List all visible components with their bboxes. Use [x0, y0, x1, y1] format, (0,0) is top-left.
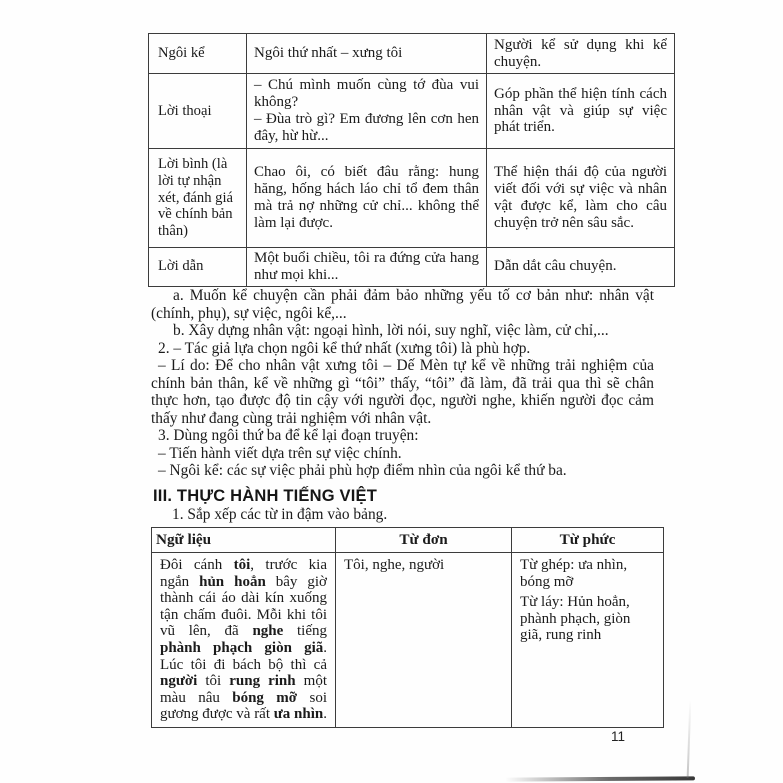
row-effect: Dẫn dắt câu chuyện. — [487, 248, 675, 287]
page-edge-shadow-bottom — [505, 776, 695, 781]
dialogue-line: – Chú mình muốn cùng tớ đùa vui không? — [254, 77, 479, 111]
cell-ngu-lieu: Đôi cánh tôi, trước kia ngắn hủn hoẳn bây giờ thành cái áo dài kín xuống tận chấm đuôi. Mỗi khi tôi vũ lên, đã nghe tiếng phành phạch giòn giã. Lúc tôi đi bách bộ thì cả người tôi rung rinh một màu nâu bóng mỡ soi gương được và rất ưa nhìn. — [152, 553, 336, 728]
table-body-row — [152, 553, 664, 728]
answer-item-b: b. Xây dựng nhân vật: ngoại hình, lời nói, suy nghĩ, việc làm, cử chỉ,... — [173, 322, 609, 339]
narrative-elements-table — [148, 33, 675, 287]
dialogue-line: – Đùa trò gì? Em đương lên cơn hen đây, hừ hừ... — [254, 111, 479, 144]
answer-reason: – Lí do: Để cho nhân vật xưng tôi – Dế Mèn tự kể về những trải nghiệm của chính bản thân, kể về những gì “tôi” thấy, “tôi” đã làm, đã trải qua thì sẽ chân thực hơn, tạo được độ tin cậy với người đọc, người nghe, khiến người đọc cảm thấy như đang cùng trải nghiệm với nhân vật. — [151, 357, 654, 427]
answer-step-1: – Tiến hành viết dựa trên sự việc chính. — [158, 444, 402, 462]
row-example — [247, 74, 487, 149]
answer-item-3: 3. Dùng ngôi thứ ba để kể lại đoạn truyện: — [158, 427, 419, 444]
table-row-loi-binh — [149, 149, 675, 248]
row-label: Lời bình (là lời tự nhận xét, đánh giá về chính bản thân) — [149, 149, 247, 248]
row-example: Một buổi chiều, tôi ra đứng cửa hang như mọi khi... — [247, 248, 487, 287]
row-effect: Góp phần thể hiện tính cách nhân vật và giúp sự việc phát triển. — [487, 74, 675, 149]
row-effect: Người kể sử dụng khi kể chuyện. — [487, 34, 675, 74]
row-label: Lời thoại — [149, 74, 247, 149]
task-item: 1. Sắp xếp các từ in đậm vào bảng. — [172, 506, 388, 523]
answer-item-a: a. Muốn kể chuyện cần phải đảm bảo những yếu tố cơ bản như: nhân vật (chính, phụ), sự việc, ngôi kể,... — [151, 287, 654, 322]
table-row-loi-thoai — [149, 74, 675, 149]
section-heading: III. THỰC HÀNH TIẾNG VIỆT — [153, 487, 378, 505]
page-edge-shadow-right — [687, 700, 692, 778]
answer-step-2: – Ngôi kể: các sự việc phải phù hợp điểm nhìn của ngôi kể thứ ba. — [158, 462, 567, 479]
word-classification-table — [151, 527, 664, 728]
table-row-ngoi-ke — [149, 34, 675, 74]
row-example: Chao ôi, có biết đâu rằng: hung hăng, hống hách láo chỉ tổ đem thân mà trả nợ những cử chỉ... không thể làm lại được. — [247, 149, 487, 248]
answer-item-2: 2. – Tác giả lựa chọn ngôi kể thứ nhất (xưng tôi) là phù hợp. — [158, 339, 531, 357]
table-header-row — [152, 528, 664, 553]
answer-paragraphs — [151, 287, 654, 480]
cell-tu-don: Tôi, nghe, người — [336, 553, 512, 728]
column-header-tu-phuc: Từ phức — [512, 528, 664, 553]
column-header-ngu-lieu: Ngữ liệu — [152, 528, 336, 553]
cell-tu-phuc — [512, 553, 664, 728]
row-example: Ngôi thứ nhất – xưng tôi — [247, 34, 487, 74]
column-header-tu-don: Từ đơn — [336, 528, 512, 553]
tu-ghep-line: Từ ghép: ưa nhìn, bóng mỡ — [520, 557, 628, 590]
row-effect: Thể hiện thái độ của người viết đối với sự việc và nhân vật được kể, làm cho câu chuyện trở nên sâu sắc. — [487, 149, 675, 248]
tu-lay-line: Từ láy: Hủn hoẳn, phành phạch, giòn giã, rung rinh — [520, 594, 631, 644]
page-number: 11 — [611, 729, 626, 744]
row-label: Ngôi kể — [149, 34, 247, 74]
table-row-loi-dan — [149, 248, 675, 287]
row-label: Lời dẫn — [149, 248, 247, 287]
